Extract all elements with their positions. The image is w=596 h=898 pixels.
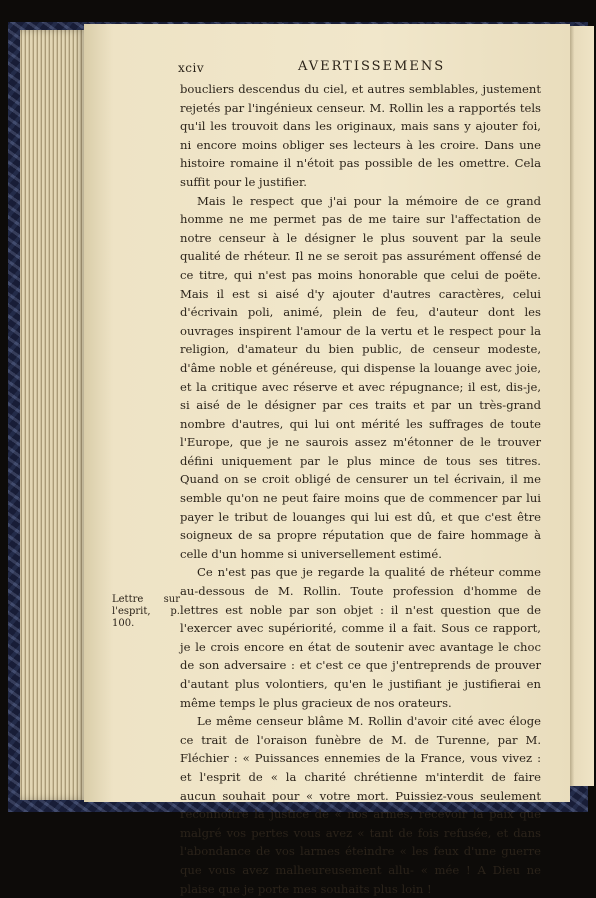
page-number: xciv	[178, 61, 205, 75]
page-header	[178, 59, 538, 79]
paragraph-1: boucliers descendus du ciel, et autres semblables, justement rejetés par l'ingénieux censeur. M. Rollin les a rapportés tels qu'il les trouvoit dans les originaux, mais sans y ajouter foi, ni encore moins obliger ses lecteurs à les croire. Dans une histoire romaine il n'étoit pas possible de les omettre. Cela suffit pour le justifier.	[180, 82, 541, 189]
facing-page-edge	[566, 26, 594, 786]
running-head: AVERTISSEMENS	[298, 59, 446, 74]
page-edges	[20, 30, 88, 800]
paragraph-4: Le même censeur blâme M. Rollin d'avoir cité avec éloge ce trait de l'oraison funèbre de M. de Turenne, par M. Fléchier : « Puissances ennemies de la France, vous vivez : et l'esprit de « la charité chrétienne m'interdit de faire aucun souhait pour « votre mort. Puissiez-vous seulement reconnoître la justice de « nos armes, recevoir la paix que malgré vos pertes vous avez « tant de fois refusée, et dans l'abondance de vos larmes éteindre « les feux d'une guerre que vous avez malheureusement allu- « mée ! A Dieu ne plaise que je porte mes souhaits plus loin !	[180, 714, 541, 896]
paragraph-2: Mais le respect que j'ai pour la mémoire de ce grand homme ne me permet pas de me taire sur l'affectation de notre censeur à le désigner le plus souvent par la seule qualité de rhéteur. Il ne se seroit pas assurément offensé de ce titre, qui n'est pas moins honorable que celui de poëte. Mais il est si aisé d'y ajouter d'autres caractères, celui d'écrivain poli, animé, plein de feu, d'auteur dont les ouvrages inspirent l'amour de la vertu et le respect pour la religion, d'amateur du bien public, de censeur modeste, d'âme noble et généreuse, qui dispense la louange avec joie, et la critique avec réserve et avec répugnance; il est, dis-je, si aisé de le désigner par ces traits et par un très-grand nombre d'autres, qui lui ont mérité les suffrages de toute l'Europe, que je ne saurois assez m'étonner de le trouver défini uniquement par le plus mince de tous ses titres. Quand on se croit obligé de censurer un tel écrivain, il me semble qu'on ne peut faire moins que de commencer par lui payer le tribut de louanges qui lui est dû, et que c'est être soigneux de sa propre réputation que de faire hommage à celle d'un homme si universellement estimé.	[180, 193, 541, 561]
paragraph-3: Ce n'est pas que je regarde la qualité de rhéteur comme au-dessous de M. Rollin. Toute profession d'homme de lettres est noble par son objet : il n'est question que de l'exercer avec supériorité, comme il a fait. Sous ce rapport, je le crois encore en état de soutenir avec avantage le choc de son adversaire : et c'est ce que j'entreprends de prouver d'autant plus volontiers, qu'en le justifiant je justifierai en même temps le plus gracieux de nos orateurs.	[180, 565, 541, 710]
body-text	[180, 80, 541, 898]
margin-note: Lettre sur l'esprit, p. 100.	[112, 594, 180, 629]
